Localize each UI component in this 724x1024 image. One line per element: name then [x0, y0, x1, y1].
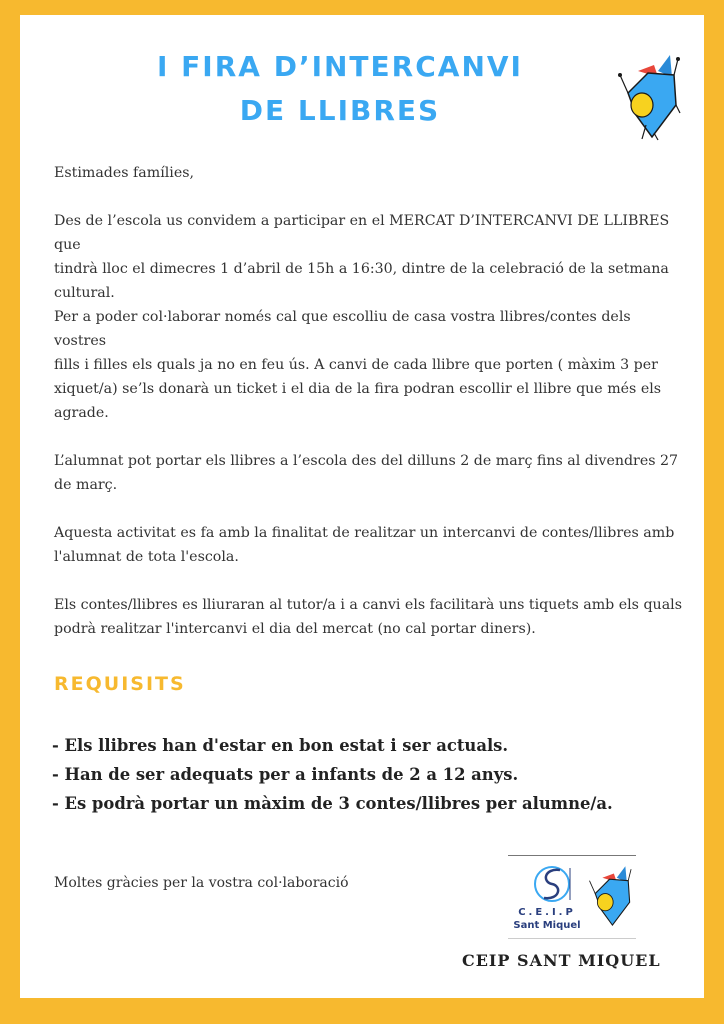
text-line: l'alumnat de tota l'escola. [54, 549, 239, 565]
signature: CEIP SANT MIQUEL [462, 951, 661, 970]
text-line: Des de l’escola us convidem a participar en el MERCAT D’INTERCANVI DE LLIBRES que [54, 213, 670, 253]
logo-text [510, 906, 584, 932]
text-line: L’alumnat pot portar els llibres a l’escola des del dilluns 2 de març fins al divendres 27 [54, 453, 679, 469]
text-line: podrà realitzar l'intercanvi el dia del mercat (no cal portar diners). [54, 621, 536, 637]
requisit-item: - Es podrà portar un màxim de 3 contes/llibres per alumne/a. [52, 794, 613, 813]
flyer-page [20, 15, 704, 998]
text-line: agrade. [54, 405, 109, 421]
paragraph-procedure [54, 593, 684, 641]
thanks-note: Moltes gràcies per la vostra col·laboració [54, 875, 349, 891]
school-emblem-icon [532, 862, 580, 906]
title-line-2: DE LLIBRES [239, 94, 441, 127]
logo-ceip: C.E.I.P [518, 907, 576, 918]
requisit-item: - Els llibres han d'estar en bon estat i ser actuals. [52, 736, 509, 755]
requisit-item: - Han de ser adequats per a infants de 2 a 12 anys. [52, 765, 519, 784]
requisits-heading: REQUISITS [54, 673, 186, 695]
title-line-1: I FIRA D’INTERCANVI [157, 50, 523, 83]
jester-mascot-icon [588, 862, 634, 928]
text-line: Per a poder col·laborar només cal que escolliu de casa vostra llibres/contes dels vostres [54, 309, 631, 349]
text-line: fills i filles els quals ja no en feu ús. A canvi de cada llibre que porten ( màxim 3 per [54, 357, 658, 373]
text-line: cultural. [54, 285, 115, 301]
text-line: tindrà lloc el dimecres 1 d’abril de 15h a 16:30, dintre de la celebració de la setmana [54, 261, 669, 277]
school-logo [508, 855, 636, 939]
greeting: Estimades famílies, [54, 165, 195, 181]
paragraph-purpose [54, 521, 684, 569]
paragraph-invitation [54, 209, 684, 425]
jester-mascot-icon [618, 49, 682, 141]
text-line: xiquet/a) se’ls donarà un ticket i el dia de la fira podran escollir el llibre que més els [54, 381, 662, 397]
requisits-list [52, 731, 692, 818]
paragraph-dates [54, 449, 684, 497]
text-line: Aquesta activitat es fa amb la finalitat de realitzar un intercanvi de contes/llibres amb [54, 525, 675, 541]
text-line: Els contes/llibres es lliuraran al tutor/a i a canvi els facilitarà uns tiquets amb els quals [54, 597, 682, 613]
letter-body [54, 161, 684, 665]
text-line: de març. [54, 477, 118, 493]
page-title [80, 45, 600, 133]
logo-school-name: Sant Miquel [513, 920, 581, 931]
